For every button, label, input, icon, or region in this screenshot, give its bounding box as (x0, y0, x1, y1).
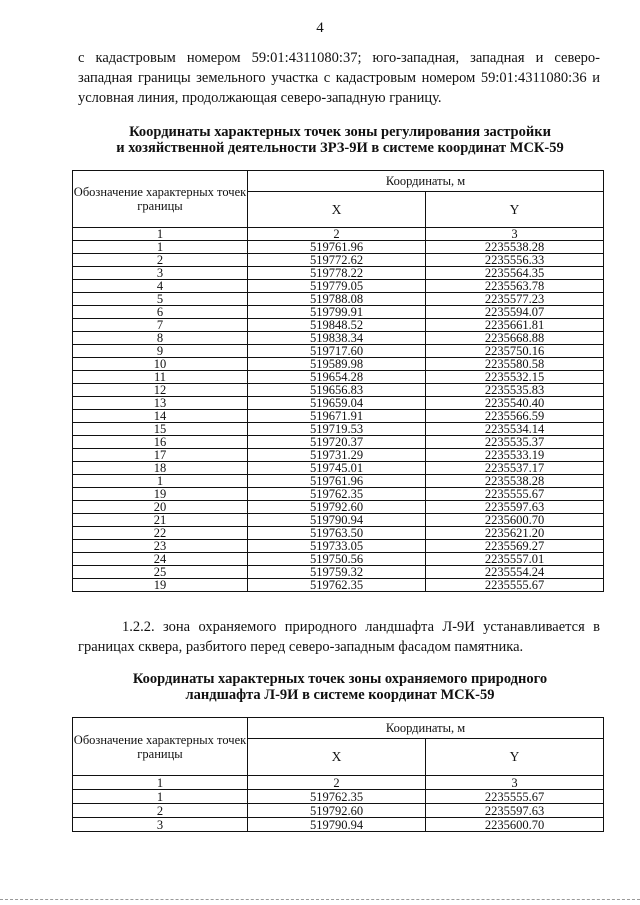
y-coordinate-cell: 2235535.37 (426, 436, 604, 449)
column-header-y: Y (426, 192, 604, 228)
y-coordinate-cell: 2235540.40 (426, 397, 604, 410)
x-coordinate-cell: 519659.04 (248, 397, 426, 410)
table-row (73, 410, 604, 423)
x-coordinate-cell: 519719.53 (248, 423, 426, 436)
heading-zrz-9i (70, 124, 610, 156)
x-coordinate-cell: 519589.98 (248, 358, 426, 371)
x-coordinate-cell: 519792.60 (248, 804, 426, 818)
x-coordinate-cell: 519788.08 (248, 293, 426, 306)
y-coordinate-cell: 2235566.59 (426, 410, 604, 423)
x-coordinate-cell: 519762.35 (248, 790, 426, 804)
table-row (73, 527, 604, 540)
column-index-cell: 2 (248, 776, 426, 790)
y-coordinate-cell: 2235554.24 (426, 566, 604, 579)
y-coordinate-cell: 2235577.23 (426, 293, 604, 306)
point-number-cell: 25 (73, 566, 248, 579)
x-coordinate-cell: 519790.94 (248, 818, 426, 832)
x-coordinate-cell: 519654.28 (248, 371, 426, 384)
paragraph-boundaries: с кадастровым номером 59:01:4311080:37; юго-западная, западная и северо-западная границы земельного участка с кадастровым номером 59:01:4311080:36 и условная линия, продолжающая северо-западную границу. (78, 50, 600, 106)
point-number-cell: 18 (73, 462, 248, 475)
point-number-cell: 3 (73, 818, 248, 832)
coordinates-table-l-9i-body (73, 776, 604, 832)
y-coordinate-cell: 2235594.07 (426, 306, 604, 319)
x-coordinate-cell: 519778.22 (248, 267, 426, 280)
x-coordinate-cell: 519792.60 (248, 501, 426, 514)
point-number-cell: 5 (73, 293, 248, 306)
x-coordinate-cell: 519745.01 (248, 462, 426, 475)
point-number-cell: 3 (73, 267, 248, 280)
point-number-cell: 24 (73, 553, 248, 566)
x-coordinate-cell: 519790.94 (248, 514, 426, 527)
point-number-cell: 20 (73, 501, 248, 514)
x-coordinate-cell: 519733.05 (248, 540, 426, 553)
x-coordinate-cell: 519731.29 (248, 449, 426, 462)
table-row (73, 514, 604, 527)
column-header-x: X (248, 739, 426, 776)
table-row (73, 319, 604, 332)
heading-zrz-9i-line1: Координаты характерных точек зоны регулирования застройки (129, 124, 551, 140)
table-row (73, 579, 604, 592)
x-coordinate-cell: 519671.91 (248, 410, 426, 423)
column-header-coordinates: Координаты, м (248, 718, 604, 739)
table-row (73, 371, 604, 384)
coordinates-table-l-9i (72, 717, 604, 832)
table-row (73, 358, 604, 371)
column-header-point: Обозначение характерных точек границы (73, 171, 248, 228)
x-coordinate-cell: 519848.52 (248, 319, 426, 332)
table-row (73, 423, 604, 436)
y-coordinate-cell: 2235563.78 (426, 280, 604, 293)
x-coordinate-cell: 519763.50 (248, 527, 426, 540)
paragraph-landscape-zone: 1.2.2. зона охраняемого природного ландшафта Л-9И устанавливается в границах сквера, разбитого перед северо-западным фасадом памятника. (78, 619, 600, 655)
y-coordinate-cell: 2235621.20 (426, 527, 604, 540)
y-coordinate-cell: 2235569.27 (426, 540, 604, 553)
heading-l-9i-line2: ландшафта Л-9И в системе координат МСК-59 (185, 687, 495, 703)
column-header-x: X (248, 192, 426, 228)
x-coordinate-cell: 519717.60 (248, 345, 426, 358)
y-coordinate-cell: 2235600.70 (426, 514, 604, 527)
y-coordinate-cell: 2235661.81 (426, 319, 604, 332)
column-index-cell: 2 (248, 228, 426, 241)
column-index-row (73, 228, 604, 241)
table-row (73, 267, 604, 280)
x-coordinate-cell: 519656.83 (248, 384, 426, 397)
table-row (73, 293, 604, 306)
column-index-row (73, 776, 604, 790)
point-number-cell: 4 (73, 280, 248, 293)
y-coordinate-cell: 2235535.83 (426, 384, 604, 397)
y-coordinate-cell: 2235537.17 (426, 462, 604, 475)
point-number-cell: 8 (73, 332, 248, 345)
table-row (73, 332, 604, 345)
page-number: 4 (316, 20, 324, 36)
point-number-cell: 7 (73, 319, 248, 332)
y-coordinate-cell: 2235580.58 (426, 358, 604, 371)
point-number-cell: 10 (73, 358, 248, 371)
table-row (73, 475, 604, 488)
table-row (73, 488, 604, 501)
table-row (73, 384, 604, 397)
point-number-cell: 13 (73, 397, 248, 410)
point-number-cell: 11 (73, 371, 248, 384)
table-row (73, 280, 604, 293)
y-coordinate-cell: 2235538.28 (426, 241, 604, 254)
x-coordinate-cell: 519779.05 (248, 280, 426, 293)
x-coordinate-cell: 519750.56 (248, 553, 426, 566)
point-number-cell: 21 (73, 514, 248, 527)
column-index-cell: 1 (73, 228, 248, 241)
table-row (73, 553, 604, 566)
y-coordinate-cell: 2235668.88 (426, 332, 604, 345)
point-number-cell: 19 (73, 488, 248, 501)
heading-zrz-9i-line2: и хозяйственной деятельности ЗРЗ-9И в системе координат МСК-59 (116, 140, 564, 156)
point-number-cell: 6 (73, 306, 248, 319)
point-number-cell: 9 (73, 345, 248, 358)
table-row (73, 449, 604, 462)
x-coordinate-cell: 519838.34 (248, 332, 426, 345)
y-coordinate-cell: 2235555.67 (426, 579, 604, 592)
y-coordinate-cell: 2235538.28 (426, 475, 604, 488)
y-coordinate-cell: 2235534.14 (426, 423, 604, 436)
heading-l-9i-line1: Координаты характерных точек зоны охраняемого природного (132, 671, 548, 687)
point-number-cell: 1 (73, 790, 248, 804)
table-row (73, 254, 604, 267)
x-coordinate-cell: 519759.32 (248, 566, 426, 579)
x-coordinate-cell: 519762.35 (248, 488, 426, 501)
table-row (73, 306, 604, 319)
y-coordinate-cell: 2235597.63 (426, 804, 604, 818)
table-row (73, 345, 604, 358)
heading-l-9i (70, 671, 610, 703)
table-row (73, 540, 604, 553)
point-number-cell: 1 (73, 241, 248, 254)
table-row (73, 804, 604, 818)
y-coordinate-cell: 2235556.33 (426, 254, 604, 267)
x-coordinate-cell: 519761.96 (248, 241, 426, 254)
point-number-cell: 16 (73, 436, 248, 449)
table-row (73, 566, 604, 579)
x-coordinate-cell: 519720.37 (248, 436, 426, 449)
table-row (73, 436, 604, 449)
point-number-cell: 2 (73, 804, 248, 818)
table-row (73, 397, 604, 410)
table-row (73, 790, 604, 804)
column-header-coordinates: Координаты, м (248, 171, 604, 192)
coordinates-table-zrz-9i-body (73, 228, 604, 592)
column-index-cell: 1 (73, 776, 248, 790)
point-number-cell: 23 (73, 540, 248, 553)
x-coordinate-cell: 519772.62 (248, 254, 426, 267)
scan-edge-rule (0, 899, 640, 900)
y-coordinate-cell: 2235533.19 (426, 449, 604, 462)
table-row (73, 241, 604, 254)
point-number-cell: 14 (73, 410, 248, 423)
y-coordinate-cell: 2235532.15 (426, 371, 604, 384)
table-row (73, 462, 604, 475)
column-header-y: Y (426, 739, 604, 776)
x-coordinate-cell: 519762.35 (248, 579, 426, 592)
y-coordinate-cell: 2235750.16 (426, 345, 604, 358)
point-number-cell: 2 (73, 254, 248, 267)
table-row (73, 501, 604, 514)
column-header-point: Обозначение характерных точек границы (73, 718, 248, 776)
point-number-cell: 1 (73, 475, 248, 488)
point-number-cell: 15 (73, 423, 248, 436)
table-row (73, 818, 604, 832)
point-number-cell: 12 (73, 384, 248, 397)
y-coordinate-cell: 2235600.70 (426, 818, 604, 832)
column-index-cell: 3 (426, 228, 604, 241)
y-coordinate-cell: 2235555.67 (426, 488, 604, 501)
y-coordinate-cell: 2235564.35 (426, 267, 604, 280)
point-number-cell: 17 (73, 449, 248, 462)
x-coordinate-cell: 519761.96 (248, 475, 426, 488)
y-coordinate-cell: 2235597.63 (426, 501, 604, 514)
y-coordinate-cell: 2235557.01 (426, 553, 604, 566)
y-coordinate-cell: 2235555.67 (426, 790, 604, 804)
point-number-cell: 22 (73, 527, 248, 540)
column-index-cell: 3 (426, 776, 604, 790)
coordinates-table-zrz-9i (72, 170, 604, 592)
x-coordinate-cell: 519799.91 (248, 306, 426, 319)
point-number-cell: 19 (73, 579, 248, 592)
